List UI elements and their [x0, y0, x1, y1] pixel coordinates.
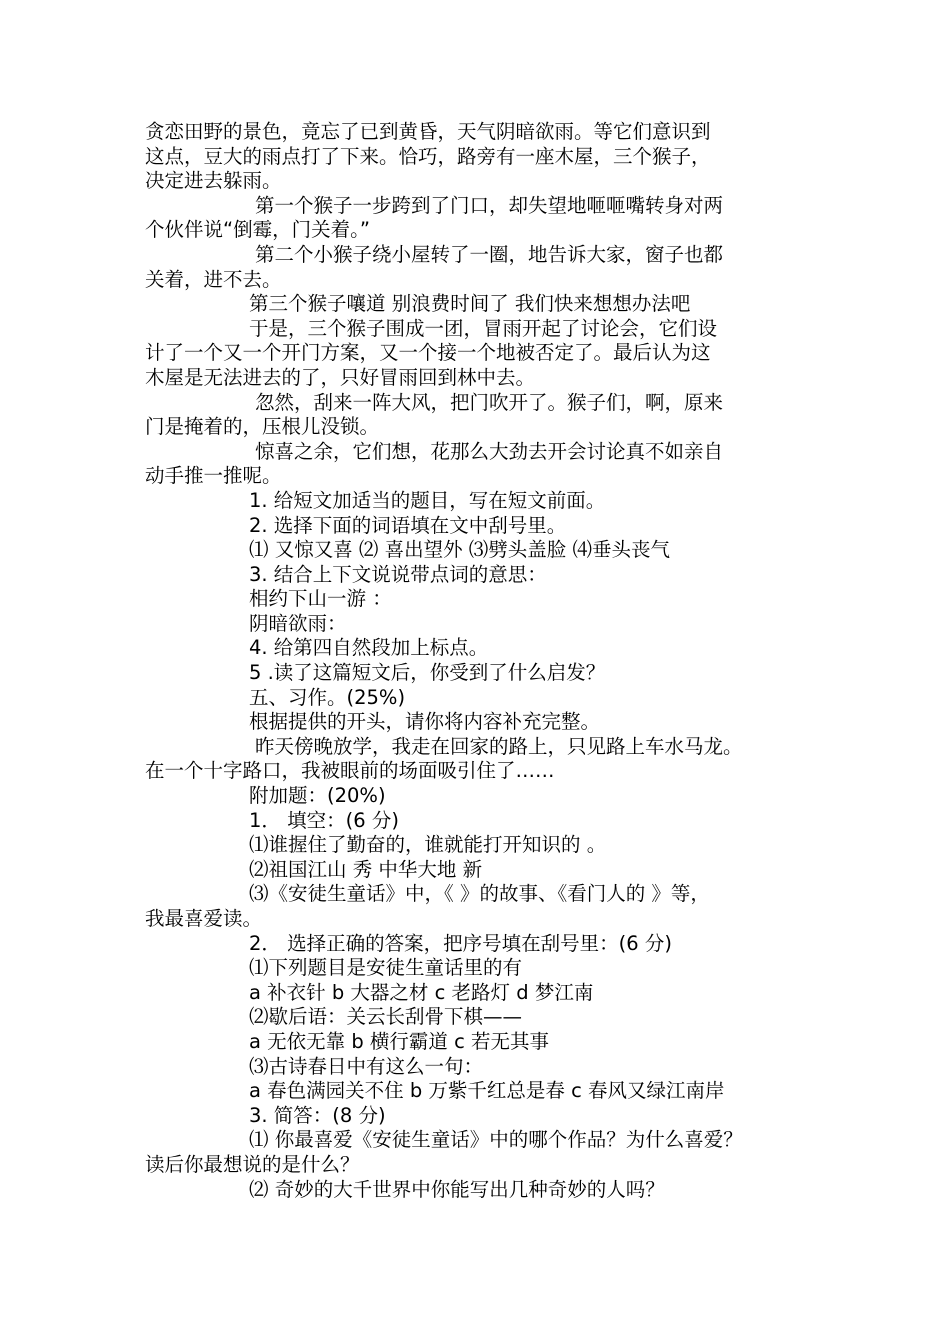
section-heading: 五、习作。(25%) [249, 685, 406, 709]
answer-options: a 春色满园关不住 b 万紫千红总是春 c 春风又绿江南岸 [249, 1079, 725, 1103]
section-heading: 附加题：(20%) [249, 784, 386, 808]
text-line: 这点，豆大的雨点打了下来。恰巧，路旁有一座木屋，三个猴子， [145, 144, 711, 168]
question-line: ⑶《安徒生童话》中，《 》的故事、《看门人的 》等， [249, 882, 710, 906]
text-line: 在一个十字路口，我被眼前的场面吸引住了…… [145, 759, 555, 783]
text-line: 关着，进不去。 [145, 267, 282, 291]
text-line: 读后你最想说的是什么？ [145, 1152, 360, 1176]
text-line: 昨天傍晚放学，我走在回家的路上，只见路上车水马龙。 [255, 734, 743, 758]
question-line: 4. 给第四自然段加上标点。 [249, 636, 489, 660]
question-line: 3. 简答：(8 分) [249, 1103, 386, 1127]
question-line: ⑵祖国江山 秀 中华大地 新 [249, 857, 483, 881]
text-line: 忽然，刮来一阵大风，把门吹开了。猴子们，啊，原来 [255, 390, 724, 414]
text-line: 贪恋田野的景色，竟忘了已到黄昏，天气阴暗欲雨。等它们意识到 [145, 120, 711, 143]
question-line: 1． 填空：(6 分) [249, 808, 399, 832]
question-line: 3. 结合上下文说说带点词的意思： [249, 562, 547, 586]
text-line: 计了一个又一个开门方案，又一个接一个地被否定了。最后认为这 [145, 341, 711, 365]
question-line: ⑴ 你最喜爱《安徒生童话》中的哪个作品？为什么喜爱？ [249, 1128, 743, 1152]
question-line: 1. 给短文加适当的题目，写在短文前面。 [249, 488, 606, 512]
question-line: 2. 选择下面的词语填在文中刮号里。 [249, 513, 567, 537]
text-line: 惊喜之余，它们想，花那么大劲去开会讨论真不如亲自 [255, 439, 724, 463]
text-line: 木屋是无法进去的了，只好冒雨回到林中去。 [145, 365, 536, 389]
question-line: 阴暗欲雨： [249, 611, 347, 635]
document-text [145, 120, 825, 1202]
question-line: ⑵歇后语：关云长刮骨下棋—— [249, 1005, 523, 1029]
text-line: 个伙伴说“倒霉，门关着。” [145, 218, 370, 242]
text-line: 动手推一推呢。 [145, 464, 282, 488]
text-line: 第二个小猴子绕小屋转了一圈，地告诉大家，窗子也都 [255, 242, 724, 266]
question-line: 5 .读了这篇短文后，你受到了什么启发？ [249, 661, 606, 685]
question-line: 根据提供的开头，请你将内容补充完整。 [249, 710, 601, 734]
answer-options: a 补衣针 b 大器之材 c 老路灯 d 梦江南 [249, 980, 594, 1004]
question-line: 相约下山一游 ： [249, 587, 392, 611]
text-line: 门是掩着的，压根儿没锁。 [145, 415, 380, 439]
text-line: 第三个猴子嚷道 别浪费时间了 我们快来想想办法吧 [249, 292, 691, 316]
question-line: 2． 选择正确的答案，把序号填在刮号里：(6 分) [249, 931, 672, 955]
question-line: ⑴下列题目是安徒生童话里的有 [249, 956, 523, 980]
question-line: ⑵ 奇妙的大千世界中你能写出几种奇妙的人吗？ [249, 1177, 665, 1201]
text-line: 决定进去躲雨。 [145, 169, 282, 193]
question-line: ⑶古诗春日中有这么一句： [249, 1054, 484, 1078]
text-line: 于是，三个猴子围成一团，冒雨开起了讨论会，它们设 [249, 316, 718, 340]
question-line: ⑴ 又惊又喜 ⑵ 喜出望外 ⑶劈头盖脸 ⑷垂头丧气 [249, 538, 670, 562]
text-line: 我最喜爱读。 [145, 907, 263, 930]
question-line: ⑴谁握住了勤奋的，谁就能打开知识的 。 [249, 833, 607, 857]
text-line: 第一个猴子一步跨到了门口，却失望地咂咂嘴转身对两 [255, 193, 724, 217]
answer-options: a 无依无靠 b 横行霸道 c 若无其事 [249, 1029, 550, 1053]
